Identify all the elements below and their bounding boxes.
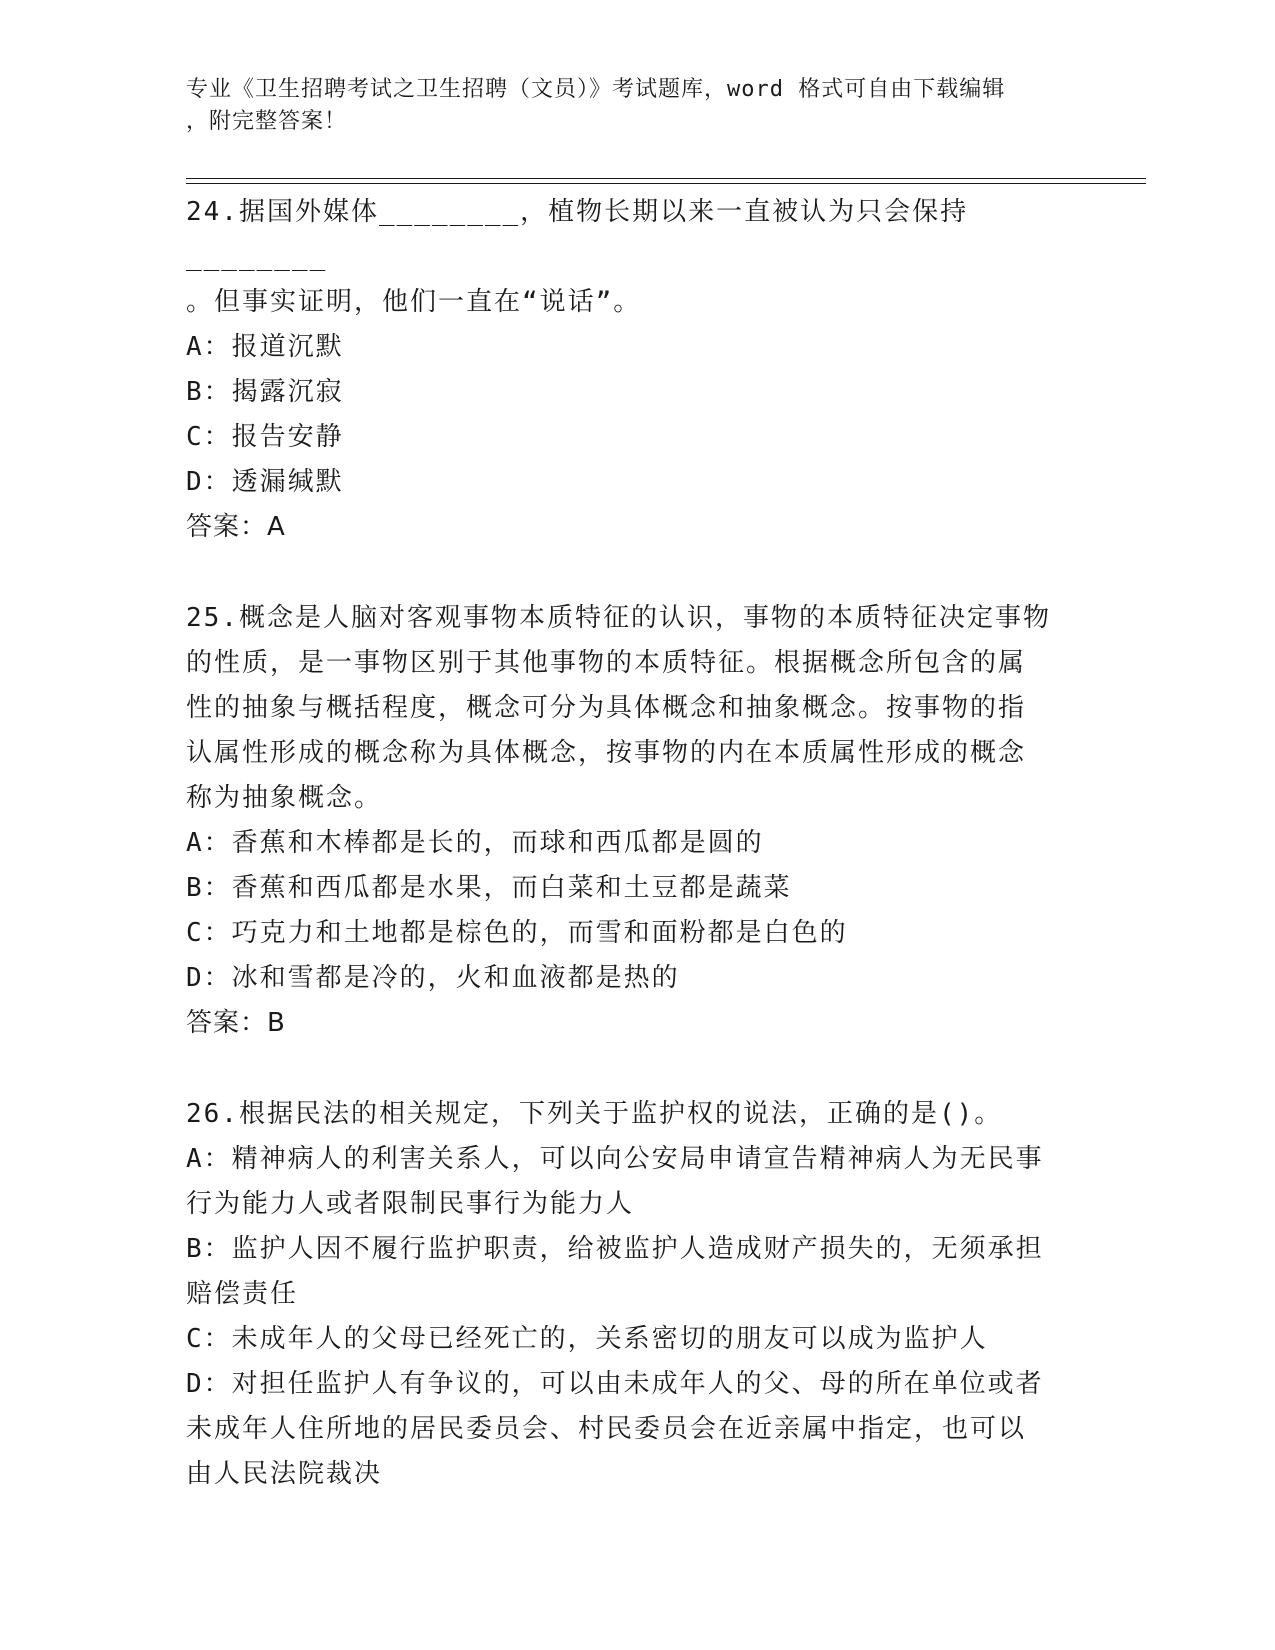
question-text-line: 26.根据民法的相关规定，下列关于监护权的说法，正确的是()。 <box>186 1099 1003 1129</box>
option-c: C：未成年人的父母已经死亡的，关系密切的朋友可以成为监护人 <box>186 1324 988 1354</box>
question-text-line: 25.概念是人脑对客观事物本质特征的认识，事物的本质特征决定事物 <box>186 603 1051 633</box>
option-d-line: 未成年人住所地的居民委员会、村民委员会在近亲属中指定，也可以 <box>186 1414 1027 1444</box>
option-d-line: D：对担任监护人有争议的，可以由未成年人的父、母的所在单位或者 <box>186 1369 1044 1399</box>
question-text-line: 24.据国外媒体________，植物长期以来一直被认为只会保持________ <box>186 197 969 272</box>
question-text-line: 的性质，是一事物区别于其他事物的本质特征。根据概念所包含的属 <box>186 648 1027 678</box>
option-a-line: 行为能力人或者限制民事行为能力人 <box>186 1189 635 1219</box>
option-a: A：香蕉和木棒都是长的，而球和西瓜都是圆的 <box>186 828 764 858</box>
question-text-line: 称为抽象概念。 <box>186 783 383 813</box>
option-d: D：冰和雪都是冷的，火和血液都是热的 <box>186 963 680 993</box>
question-text-line: 。但事实证明，他们一直在“说话”。 <box>186 287 642 317</box>
question-spacer <box>186 1046 1066 1092</box>
answer-label: 答案：B <box>186 1008 286 1038</box>
question-25 <box>186 596 1066 1046</box>
document-header <box>186 74 1066 138</box>
header-title-line-1: 专业《卫生招聘考试之卫生招聘（文员）》考试题库，word 格式可自由下载编辑 <box>186 77 1006 102</box>
answer-label: 答案：A <box>186 512 286 542</box>
option-b-line: 赔偿责任 <box>186 1279 299 1309</box>
option-a <box>186 1137 1066 1227</box>
question-spacer <box>186 550 1066 596</box>
option-b-line: B：监护人因不履行监护职责，给被监护人造成财产损失的，无须承担 <box>186 1234 1044 1264</box>
option-d-line: 由人民法院裁决 <box>186 1459 383 1489</box>
header-title-line-2: ，附完整答案！ <box>186 109 348 134</box>
question-list <box>186 190 1066 1497</box>
question-24 <box>186 190 1066 550</box>
question-26 <box>186 1092 1066 1497</box>
option-a: A：报道沉默 <box>186 332 344 362</box>
option-d: D：透漏缄默 <box>186 467 344 497</box>
question-text-line: 认属性形成的概念称为具体概念，按事物的内在本质属性形成的概念 <box>186 738 1027 768</box>
question-text-line: 性的抽象与概括程度，概念可分为具体概念和抽象概念。按事物的指 <box>186 693 1027 723</box>
header-divider-top <box>186 178 1146 179</box>
option-b: B：揭露沉寂 <box>186 377 344 407</box>
option-d <box>186 1362 1066 1497</box>
option-c: C：报告安静 <box>186 422 344 452</box>
option-c: C：巧克力和土地都是棕色的，而雪和面粉都是白色的 <box>186 918 848 948</box>
option-b <box>186 1227 1066 1317</box>
option-b: B：香蕉和西瓜都是水果，而白菜和土豆都是蔬菜 <box>186 873 792 903</box>
header-divider-bottom <box>186 183 1146 184</box>
option-a-line: A：精神病人的利害关系人，可以向公安局申请宣告精神病人为无民事 <box>186 1144 1044 1174</box>
